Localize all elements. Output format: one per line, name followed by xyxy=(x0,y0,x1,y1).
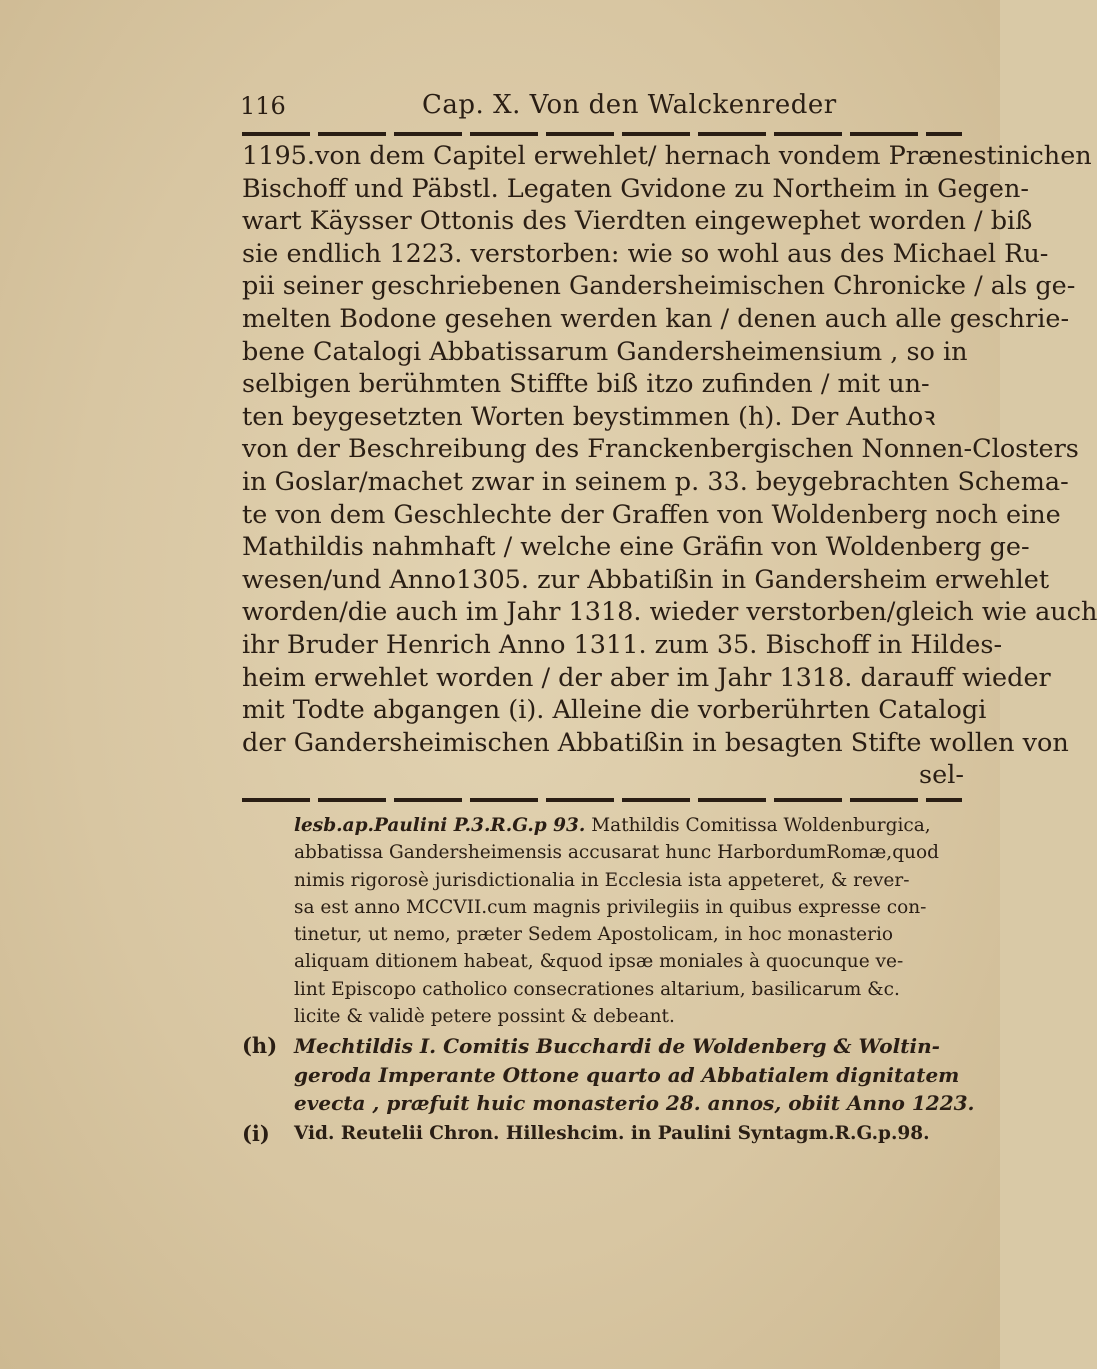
text-line: melten Bodone gesehen werden kan / denen auch alle geschrie- xyxy=(242,303,1070,334)
footnote-body xyxy=(242,1120,964,1149)
running-head: Cap. X. Von den Walckenreder xyxy=(422,90,837,120)
header-rule xyxy=(242,132,962,136)
footnote-line: sa est anno MCCVII.cum magnis privilegiis in quibus expresse con- xyxy=(294,896,927,918)
footnote-line: nimis rigorosè jurisdictionalia in Ecclesia ista appeteret, & rever- xyxy=(294,869,910,891)
footnote-line: lint Episcopo catholico consecrationes altarium, basilicarum &c. xyxy=(294,978,900,1000)
text-line: von der Beschreibung des Franckenbergischen Nonnen-Closters xyxy=(242,434,1079,465)
text-line: worden/die auch im Jahr 1318. wieder verstorben/gleich wie auch xyxy=(242,597,1097,628)
footnote-citation: lesb.ap.Paulini P.3.R.G.p 93. xyxy=(294,815,586,836)
footnote-marker: (h) xyxy=(242,1033,278,1059)
footnote-line: Mechtildis I. Comitis Bucchardi de Woldenberg & Woltin- xyxy=(294,1034,940,1059)
catchword: sel- xyxy=(919,760,964,791)
text-line: pii seiner geschriebenen Gandersheimischen Chronicke / als ge- xyxy=(242,271,1076,302)
footnote-body xyxy=(242,1032,975,1118)
main-text xyxy=(242,140,1097,792)
text-line: Bischoff und Päbstl. Legaten Gvidone zu Northeim in Gegen- xyxy=(242,173,1030,204)
footnote-line: tinetur, ut nemo, præter Sedem Apostolicam, in hoc monasterio xyxy=(294,924,894,946)
footnote-i xyxy=(242,1120,964,1149)
footnote-text: Mathildis Comitissa Woldenburgica, xyxy=(585,815,931,836)
footnote-line: Vid. Reutelii Chron. Hilleshcim. in Paulini Syntagm.R.G.p.98. xyxy=(294,1122,930,1144)
page-header xyxy=(240,86,960,126)
footnote-rule xyxy=(242,798,962,802)
footnote-line: geroda Imperante Ottone quarto ad Abbatialem dignitatem xyxy=(294,1062,960,1087)
text-line: sie endlich 1223. verstorben: wie so wohl aus des Michael Ru- xyxy=(242,238,1049,269)
footnote-line: aliquam ditionem habeat, &quod ipsæ moniales à quocunque ve- xyxy=(294,951,904,973)
text-line: ihr Bruder Henrich Anno 1311. zum 35. Bischoff in Hildes- xyxy=(242,629,1003,660)
text-line: ten beygesetzten Worten beystimmen (h). Der Authoꝛ xyxy=(242,401,936,432)
text-line: der Gandersheimischen Abbatißin in besagten Stifte wollen von xyxy=(242,727,1069,758)
footnote-line: abbatissa Gandersheimensis accusarat hunc HarbordumRomæ,quod xyxy=(294,842,939,864)
footnote-line: licite & validè petere possint & debeant. xyxy=(294,1006,675,1028)
text-line: te von dem Geschlechte der Graffen von Woldenberg noch eine xyxy=(242,499,1061,530)
text-line: in Goslar/machet zwar in seinem p. 33. beygebrachten Schema- xyxy=(242,466,1069,497)
text-line: bene Catalogi Abbatissarum Gandersheimensium , so in xyxy=(242,336,968,367)
footnote-h xyxy=(242,1032,975,1118)
page-number: 116 xyxy=(240,92,286,120)
footnote-line xyxy=(294,812,964,839)
text-line: heim erwehlet worden / der aber im Jahr 1318. darauff wieder xyxy=(242,662,1051,693)
footnote-line: evecta , præfuit huic monasterio 28. annos, obiit Anno 1223. xyxy=(294,1091,975,1116)
text-line: 1195.von dem Capitel erwehlet/ hernach vondem Prænestinichen xyxy=(242,141,1092,171)
footnotes xyxy=(242,812,975,1148)
text-line: wesen/und Anno1305. zur Abbatißin in Gandersheim erwehlet xyxy=(242,564,1050,595)
footnote-continuation xyxy=(242,812,964,1030)
text-line: wart Käysser Ottonis des Vierdten eingewephet worden / biß xyxy=(242,206,1033,237)
footnote-marker: (i) xyxy=(242,1120,270,1146)
text-line: Mathildis nahmhaft / welche eine Gräfin von Woldenberg ge- xyxy=(242,532,1030,563)
text-line: selbigen berühmten Stiffte biß itzo zufinden / mit un- xyxy=(242,369,930,400)
text-line: mit Todte abgangen (i). Alleine die vorberührten Catalogi xyxy=(242,695,987,726)
